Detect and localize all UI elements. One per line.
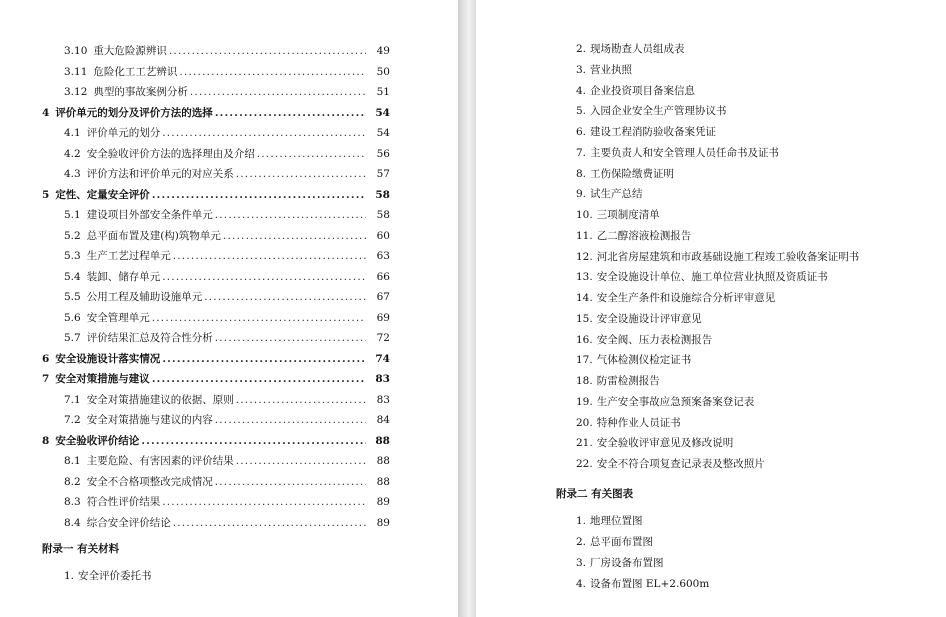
dot-leader [141, 432, 366, 450]
appendix-item [576, 434, 733, 452]
toc-entry-page: 88 [376, 455, 390, 467]
toc-entry-title: 装卸、储存单元 [86, 270, 161, 283]
appendix-item-title: 地理位置图 [590, 515, 643, 527]
toc-entry [64, 473, 390, 491]
appendix-item-number: 4. [576, 84, 587, 97]
toc-entry-title: 生产工艺过程单元 [86, 250, 171, 262]
toc-entry-page: 89 [376, 496, 390, 508]
appendix-item-number: 2. [576, 536, 587, 548]
appendix-item-number: 11. [576, 229, 593, 242]
toc-entry-title: 评价结果汇总及符合性分析 [86, 332, 213, 344]
toc-entry-number: 5.4 [64, 270, 81, 283]
toc-entry-title: 危险化工工艺辨识 [93, 65, 178, 78]
appendix-item-number: 19. [576, 395, 593, 408]
toc-entry [42, 432, 390, 450]
toc-left-page [0, 0, 458, 617]
toc-entry [42, 370, 390, 388]
toc-entry-page: 74 [375, 352, 390, 365]
appendix-item-number: 6. [576, 126, 587, 138]
toc-entry-number: 4.3 [64, 168, 81, 180]
toc-entry-title: 综合安全评价结论 [86, 516, 171, 529]
appendix-item-number: 22. [576, 458, 593, 470]
toc-entry [64, 145, 390, 163]
appendix-item-number: 4. [576, 578, 587, 590]
toc-entry-title: 安全对策措施建议的依据、原则 [86, 393, 234, 406]
appendix-item [576, 512, 643, 530]
appendix-item-number: 12. [576, 250, 593, 263]
page-gutter [458, 0, 476, 617]
appendix-item-number: 16. [576, 333, 593, 346]
toc-entry-title: 安全管理单元 [86, 311, 150, 324]
appendix-item-title: 营业执照 [590, 63, 633, 76]
toc-entry-page: 54 [375, 106, 390, 119]
dot-leader [173, 247, 366, 265]
appendix-item-title: 安全设施设计单位、施工单位营业执照及资质证书 [596, 271, 828, 284]
toc-entry-number: 4.2 [64, 147, 81, 160]
appendix-item-title: 河北省房屋建筑和市政基础设施工程竣工验收备案证明书 [596, 250, 860, 263]
toc-entry [64, 83, 390, 101]
appendix-item [576, 185, 643, 203]
toc-entry-number: 7.2 [64, 414, 81, 426]
dot-leader [162, 268, 366, 286]
toc-entry-title: 安全对策措施与建议 [55, 373, 150, 385]
toc-entry-title: 主要危险、有害因素的评价结果 [86, 455, 234, 467]
toc-entry [42, 350, 390, 368]
toc-entry-number: 5.2 [64, 229, 81, 242]
toc-entry [64, 165, 390, 183]
appendix-item [576, 331, 712, 349]
appendix-item [576, 102, 727, 120]
toc-entry-page: 88 [375, 434, 390, 447]
toc-entry-page: 67 [376, 291, 390, 303]
toc-entry-page: 72 [376, 332, 390, 344]
appendix-item [576, 248, 859, 266]
dot-leader [215, 411, 366, 429]
toc-entry-page: 51 [376, 86, 390, 98]
toc-entry-page: 83 [375, 373, 390, 385]
toc-entry-number: 5.6 [64, 311, 81, 324]
toc-entry [64, 63, 390, 81]
appendix-item-title: 三项制度清单 [596, 209, 660, 221]
appendix-item-number: 7. [576, 146, 587, 159]
appendix-item-title: 入园企业安全生产管理协议书 [590, 105, 727, 118]
toc-entry-number: 7 [42, 373, 50, 385]
toc-entry [64, 452, 390, 470]
appendix2-heading: 附录二 有关图表 [556, 488, 634, 500]
appendix-item [576, 61, 632, 79]
appendix-item [576, 82, 695, 100]
dot-leader [162, 350, 366, 368]
dot-leader [215, 206, 366, 224]
toc-entry-page: 58 [375, 188, 390, 201]
appendix-item [576, 289, 775, 307]
toc-entry-title: 重大危险源辨识 [93, 45, 167, 57]
toc-entry-title: 安全对策措施与建议的内容 [86, 414, 213, 426]
toc-entry [64, 514, 390, 532]
toc-entry-title: 建设项目外部安全条件单元 [86, 209, 213, 221]
toc-entry-title: 定性、定量安全评价 [55, 188, 150, 201]
toc-entry [64, 247, 390, 265]
appendix-item [576, 144, 779, 162]
toc-entry-page: 56 [376, 147, 390, 160]
toc-entry-page: 49 [376, 45, 390, 57]
appendix-item [576, 393, 754, 411]
appendix-item-number: 1. [576, 515, 587, 527]
appendix1-heading: 附录一 有关材料 [42, 543, 120, 555]
appendix-item-title: 工伤保险缴费证明 [590, 167, 675, 180]
appendix-item-number: 2. [576, 43, 587, 55]
appendix-item-title: 总平面布置图 [590, 536, 654, 548]
dot-leader [169, 42, 366, 60]
toc-entry-page: 63 [376, 250, 390, 262]
dot-leader [223, 227, 366, 245]
toc-entry-number: 5.1 [64, 209, 81, 221]
dot-leader [257, 145, 366, 163]
appendix-item-number: 8. [576, 167, 587, 180]
appendix-item-number: 13. [576, 271, 593, 284]
toc-entry-title: 安全不合格项整改完成情况 [86, 475, 213, 488]
dot-leader [162, 124, 366, 142]
toc-entry-number: 3.12 [64, 86, 88, 98]
toc-entry-number: 7.1 [64, 393, 81, 406]
appendix-item-title: 安全验收评审意见及修改说明 [596, 437, 734, 450]
toc-entry-page: 54 [376, 127, 390, 139]
toc-entry-number: 5.3 [64, 250, 81, 262]
appendix-item-number: 9. [576, 188, 587, 201]
appendix-item [576, 414, 681, 432]
appendix-item-title: 安全阀、压力表检测报告 [596, 333, 713, 346]
appendix-item-title: 特种作业人员证书 [596, 416, 681, 429]
appendix-item-number: 1. [64, 570, 75, 582]
toc-entry-page: 50 [376, 65, 390, 78]
appendix-item [576, 227, 691, 245]
dot-leader [190, 83, 366, 101]
appendix-item-number: 15. [576, 312, 593, 325]
appendix-item [576, 554, 664, 572]
appendix-item-title: 主要负责人和安全管理人员任命书及证书 [590, 146, 780, 159]
toc-right-page [476, 0, 946, 617]
dot-leader [236, 165, 366, 183]
toc-entry-title: 评价单元的划分 [86, 127, 161, 139]
toc-entry [64, 309, 390, 327]
toc-entry-page: 83 [376, 393, 390, 406]
appendix-item-number: 21. [576, 437, 593, 450]
toc-entry [64, 329, 390, 347]
toc-entry-number: 8.1 [64, 455, 81, 467]
dot-leader [236, 391, 366, 409]
toc-entry-page: 89 [376, 516, 390, 529]
appendix-item-number: 3. [576, 63, 587, 76]
appendix-item-title: 安全设施设计评审意见 [596, 312, 702, 325]
dot-leader [236, 452, 366, 470]
toc-entry-page: 69 [376, 311, 390, 324]
appendix-item-number: 18. [576, 375, 593, 387]
dot-leader [179, 63, 366, 81]
appendix-item-title: 现场勘查人员组成表 [590, 43, 685, 55]
dot-leader [152, 370, 366, 388]
toc-entry [64, 124, 390, 142]
appendix-item-number: 10. [576, 209, 593, 221]
appendix-item [576, 372, 660, 390]
toc-entry-title: 公用工程及辅助设施单元 [86, 291, 203, 303]
toc-entry-page: 57 [376, 168, 390, 180]
appendix-item [576, 575, 709, 593]
appendix-item-title: 安全不符合项复查记录表及整改照片 [596, 458, 765, 470]
toc-entry-number: 8.4 [64, 516, 81, 529]
toc-entry [42, 186, 390, 204]
appendix-item-number: 17. [576, 354, 593, 367]
toc-entry-number: 8 [42, 434, 50, 447]
toc-entry [64, 206, 390, 224]
dot-leader [204, 288, 366, 306]
appendix1-item [64, 567, 152, 585]
appendix-item [576, 40, 685, 58]
dot-leader [152, 186, 366, 204]
toc-entry-page: 60 [376, 229, 390, 242]
appendix-item [576, 351, 691, 369]
dot-leader [215, 104, 366, 122]
appendix-item-title: 安全评价委托书 [78, 570, 152, 582]
dot-leader [173, 514, 366, 532]
toc-entry-number: 4.1 [64, 127, 81, 139]
appendix-item [576, 455, 765, 473]
toc-entry-title: 评价方法和评价单元的对应关系 [86, 168, 234, 180]
toc-entry-number: 5.5 [64, 291, 81, 303]
toc-entry [64, 411, 390, 429]
toc-entry-number: 4 [42, 106, 50, 119]
dot-leader [152, 309, 366, 327]
toc-entry-page: 66 [376, 270, 390, 283]
toc-entry-title: 安全验收评价结论 [55, 434, 140, 447]
appendix-item-number: 20. [576, 416, 593, 429]
toc-entry-number: 6 [42, 352, 50, 365]
toc-entry-title: 评价单元的划分及评价方法的选择 [55, 106, 213, 119]
appendix-item-title: 厂房设备布置图 [590, 557, 664, 569]
toc-entry-title: 符合性评价结果 [86, 496, 161, 508]
appendix-item-title: 设备布置图 EL+2.600m [590, 578, 710, 590]
toc-entry-number: 3.11 [64, 65, 88, 78]
appendix-item-title: 乙二醇溶液检测报告 [596, 229, 692, 242]
toc-entry-number: 8.2 [64, 475, 81, 488]
toc-entry [64, 493, 390, 511]
toc-entry-page: 88 [376, 475, 390, 488]
appendix-item-title: 建设工程消防验收备案凭证 [590, 126, 717, 138]
toc-entry-title: 安全设施设计落实情况 [55, 352, 161, 365]
toc-entry-number: 5.7 [64, 332, 81, 344]
toc-entry-number: 3.10 [64, 45, 88, 57]
toc-entry [64, 42, 390, 60]
appendix-item [576, 268, 828, 286]
dot-leader [215, 329, 366, 347]
appendix-item-title: 试生产总结 [590, 188, 643, 201]
appendix-item-number: 14. [576, 292, 593, 304]
appendix-item-title: 气体检测仪检定证书 [596, 354, 692, 367]
appendix-item [576, 123, 716, 141]
toc-entry-title: 安全验收评价方法的选择理由及介绍 [86, 147, 255, 160]
toc-entry [64, 268, 390, 286]
dot-leader [215, 473, 366, 491]
toc-entry-number: 5 [42, 188, 50, 201]
toc-entry [64, 227, 390, 245]
toc-entry-page: 58 [376, 209, 390, 221]
appendix-item [576, 533, 653, 551]
appendix-item-title: 生产安全事故应急预案备案登记表 [596, 395, 755, 408]
toc-entry-title: 总平面布置及建(构)筑物单元 [86, 229, 221, 242]
toc-entry [42, 104, 390, 122]
toc-entry [64, 391, 390, 409]
appendix-item-title: 安全生产条件和设施综合分析评审意见 [596, 292, 776, 304]
appendix-item-number: 3. [576, 557, 587, 569]
toc-entry-page: 84 [376, 414, 390, 426]
dot-leader [162, 493, 366, 511]
toc-entry-title: 典型的事故案例分析 [93, 86, 188, 98]
appendix-item-number: 5. [576, 105, 587, 118]
appendix-item-title: 企业投资项目备案信息 [590, 84, 696, 97]
appendix-item [576, 165, 674, 183]
appendix-item [576, 310, 702, 328]
appendix-item-title: 防雷检测报告 [596, 375, 660, 387]
toc-entry-number: 8.3 [64, 496, 81, 508]
appendix-item [576, 206, 660, 224]
toc-entry [64, 288, 390, 306]
